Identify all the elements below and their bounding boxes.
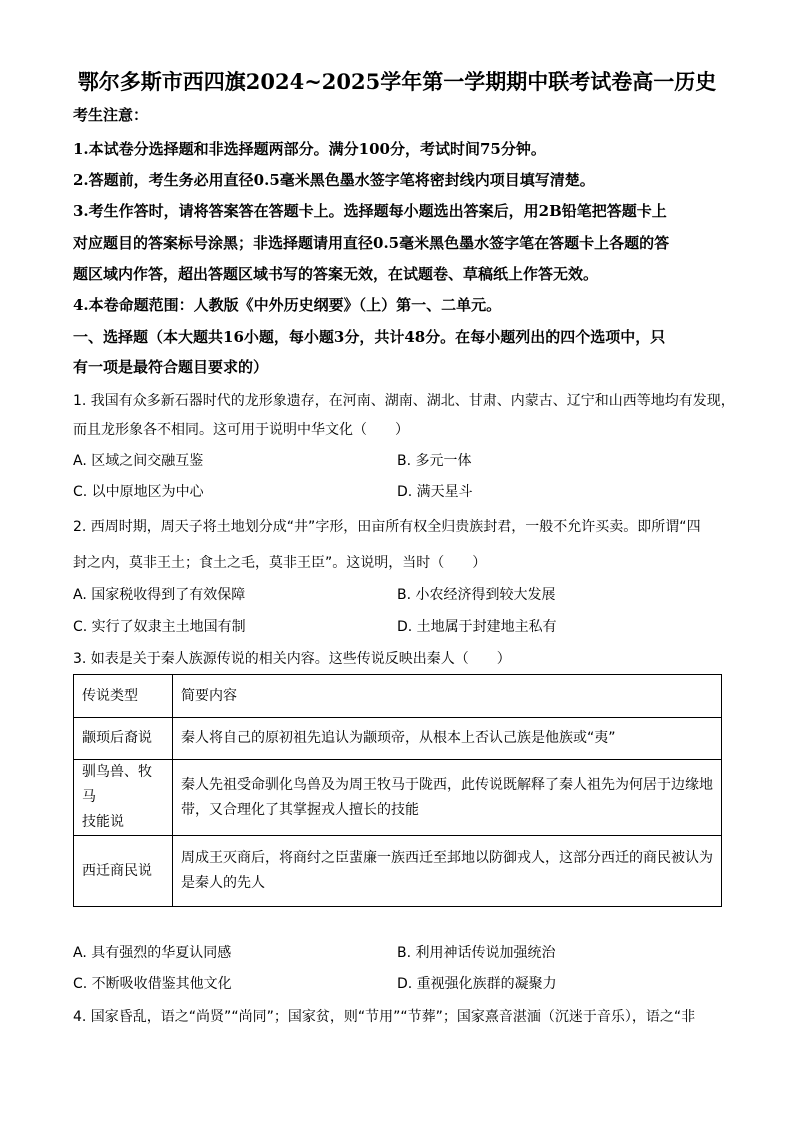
cell-text: 技能说 <box>82 814 124 830</box>
q3-option-d: D. 重视强化族群的凝聚力 <box>397 976 557 992</box>
q3-option-b: B. 利用神话传说加强统治 <box>397 945 556 961</box>
notice-item-1: 1.本试卷分选择题和非选择题两部分。满分100分，考试时间75分钟。 <box>73 140 546 158</box>
q2-option-b: B. 小农经济得到较大发展 <box>397 587 556 603</box>
q3-stem: 3. 如表是关于秦人族源传说的相关内容。这些传说反映出秦人（ ） <box>73 651 511 667</box>
table-header-content: 简要内容 <box>173 675 722 718</box>
q2-stem-cont: 封之内，莫非王土；食土之毛，莫非王臣”。这说明，当时（ ） <box>73 555 487 571</box>
notice-item-4: 4.本卷命题范围：人教版《中外历史纲要》（上）第一、二单元。 <box>73 296 502 314</box>
q1-option-b: B. 多元一体 <box>397 453 472 469</box>
cell-text: 颛顼后裔说 <box>82 730 152 746</box>
q1-option-a: A. 区域之间交融互鉴 <box>73 453 204 469</box>
table-row <box>74 836 722 907</box>
cell-text: 西迁商民说 <box>82 862 152 879</box>
table-row <box>74 718 722 760</box>
q3-option-a: A. 具有强烈的华夏认同感 <box>73 945 232 961</box>
notice-item-3: 3.考生作答时，请将答案答在答题卡上。选择题每小题选出答案后，用2B铅笔把答题卡上 <box>73 202 667 220</box>
q1-stem: 1. 我国有众多新石器时代的龙形象遗存，在河南、湖南、湖北、甘肃、内蒙古、辽宁和山西等地均有发现， <box>73 393 735 409</box>
q2-option-a: A. 国家税收得到了有效保障 <box>73 587 246 603</box>
q2-stem: 2. 西周时期，周天子将土地划分成“井”字形，田亩所有权全归贵族封君，一般不允许买卖。即所谓“四 <box>73 519 701 535</box>
section-heading-cont: 有一项是最符合题目要求的） <box>73 358 269 376</box>
table-cell-type <box>74 760 173 836</box>
q3-option-c: C. 不断吸收借鉴其他文化 <box>73 976 232 992</box>
notice-item-3-cont: 对应题目的答案标号涂黑；非选择题请用直径0.5毫米黑色墨水签字笔在答题卡上各题的答 <box>73 234 670 252</box>
q1-option-d: D. 满天星斗 <box>397 484 473 500</box>
table-header-type: 传说类型 <box>74 675 173 718</box>
table-cell-content <box>173 760 722 836</box>
section-heading: 一、选择题（本大题共16小题，每小题3分，共计48分。在每小题列出的四个选项中，只 <box>73 328 666 346</box>
q2-option-c: C. 实行了奴隶主土地国有制 <box>73 619 246 635</box>
notice-item-2: 2.答题前，考生务必用直径0.5毫米黑色墨水签字笔将密封线内项目填写清楚。 <box>73 171 595 189</box>
exam-title: 鄂尔多斯市西四旗2024~2025学年第一学期期中联考试卷高一历史 <box>77 69 717 94</box>
notice-heading: 考生注意： <box>73 106 149 124</box>
table-cell-content <box>173 718 722 760</box>
cell-text: 驯鸟兽、牧马 <box>82 764 152 805</box>
notice-item-3-cont2: 题区域内作答，超出答题区域书写的答案无效，在试题卷、草稿纸上作答无效。 <box>73 265 599 283</box>
table-cell-type <box>74 836 173 907</box>
q3-legend-table <box>73 674 722 907</box>
cell-text: 秦人先祖受命驯化鸟兽及为周王牧马于陇西，此传说既解释了秦人祖先为何居于边缘地 <box>181 776 713 793</box>
q1-option-c: C. 以中原地区为中心 <box>73 484 204 500</box>
cell-text: 是秦人的先人 <box>181 875 265 891</box>
q2-option-d: D. 土地属于封建地主私有 <box>397 619 557 635</box>
q1-stem-cont: 而且龙形象各不相同。这可用于说明中华文化（ ） <box>73 422 409 438</box>
table-row <box>74 760 722 836</box>
table-cell-content <box>173 836 722 907</box>
cell-text: 带，又合理化了其掌握戎人擅长的技能 <box>181 801 419 818</box>
table-cell-type <box>74 718 173 760</box>
cell-text: 周成王灭商后，将商纣之臣蜚廉一族西迁至邽地以防御戎人，这部分西迁的商民被认为 <box>181 850 713 866</box>
table-header-row <box>74 675 722 718</box>
cell-text: 秦人将自己的原初祖先追认为颛顼帝，从根本上否认己族是他族或“夷” <box>181 730 616 746</box>
q4-stem: 4. 国家昏乱，语之“尚贤”“尚同”；国家贫，则“节用”“节葬”；国家熹音湛湎（沉迷于音乐），语之“非 <box>73 1009 696 1025</box>
